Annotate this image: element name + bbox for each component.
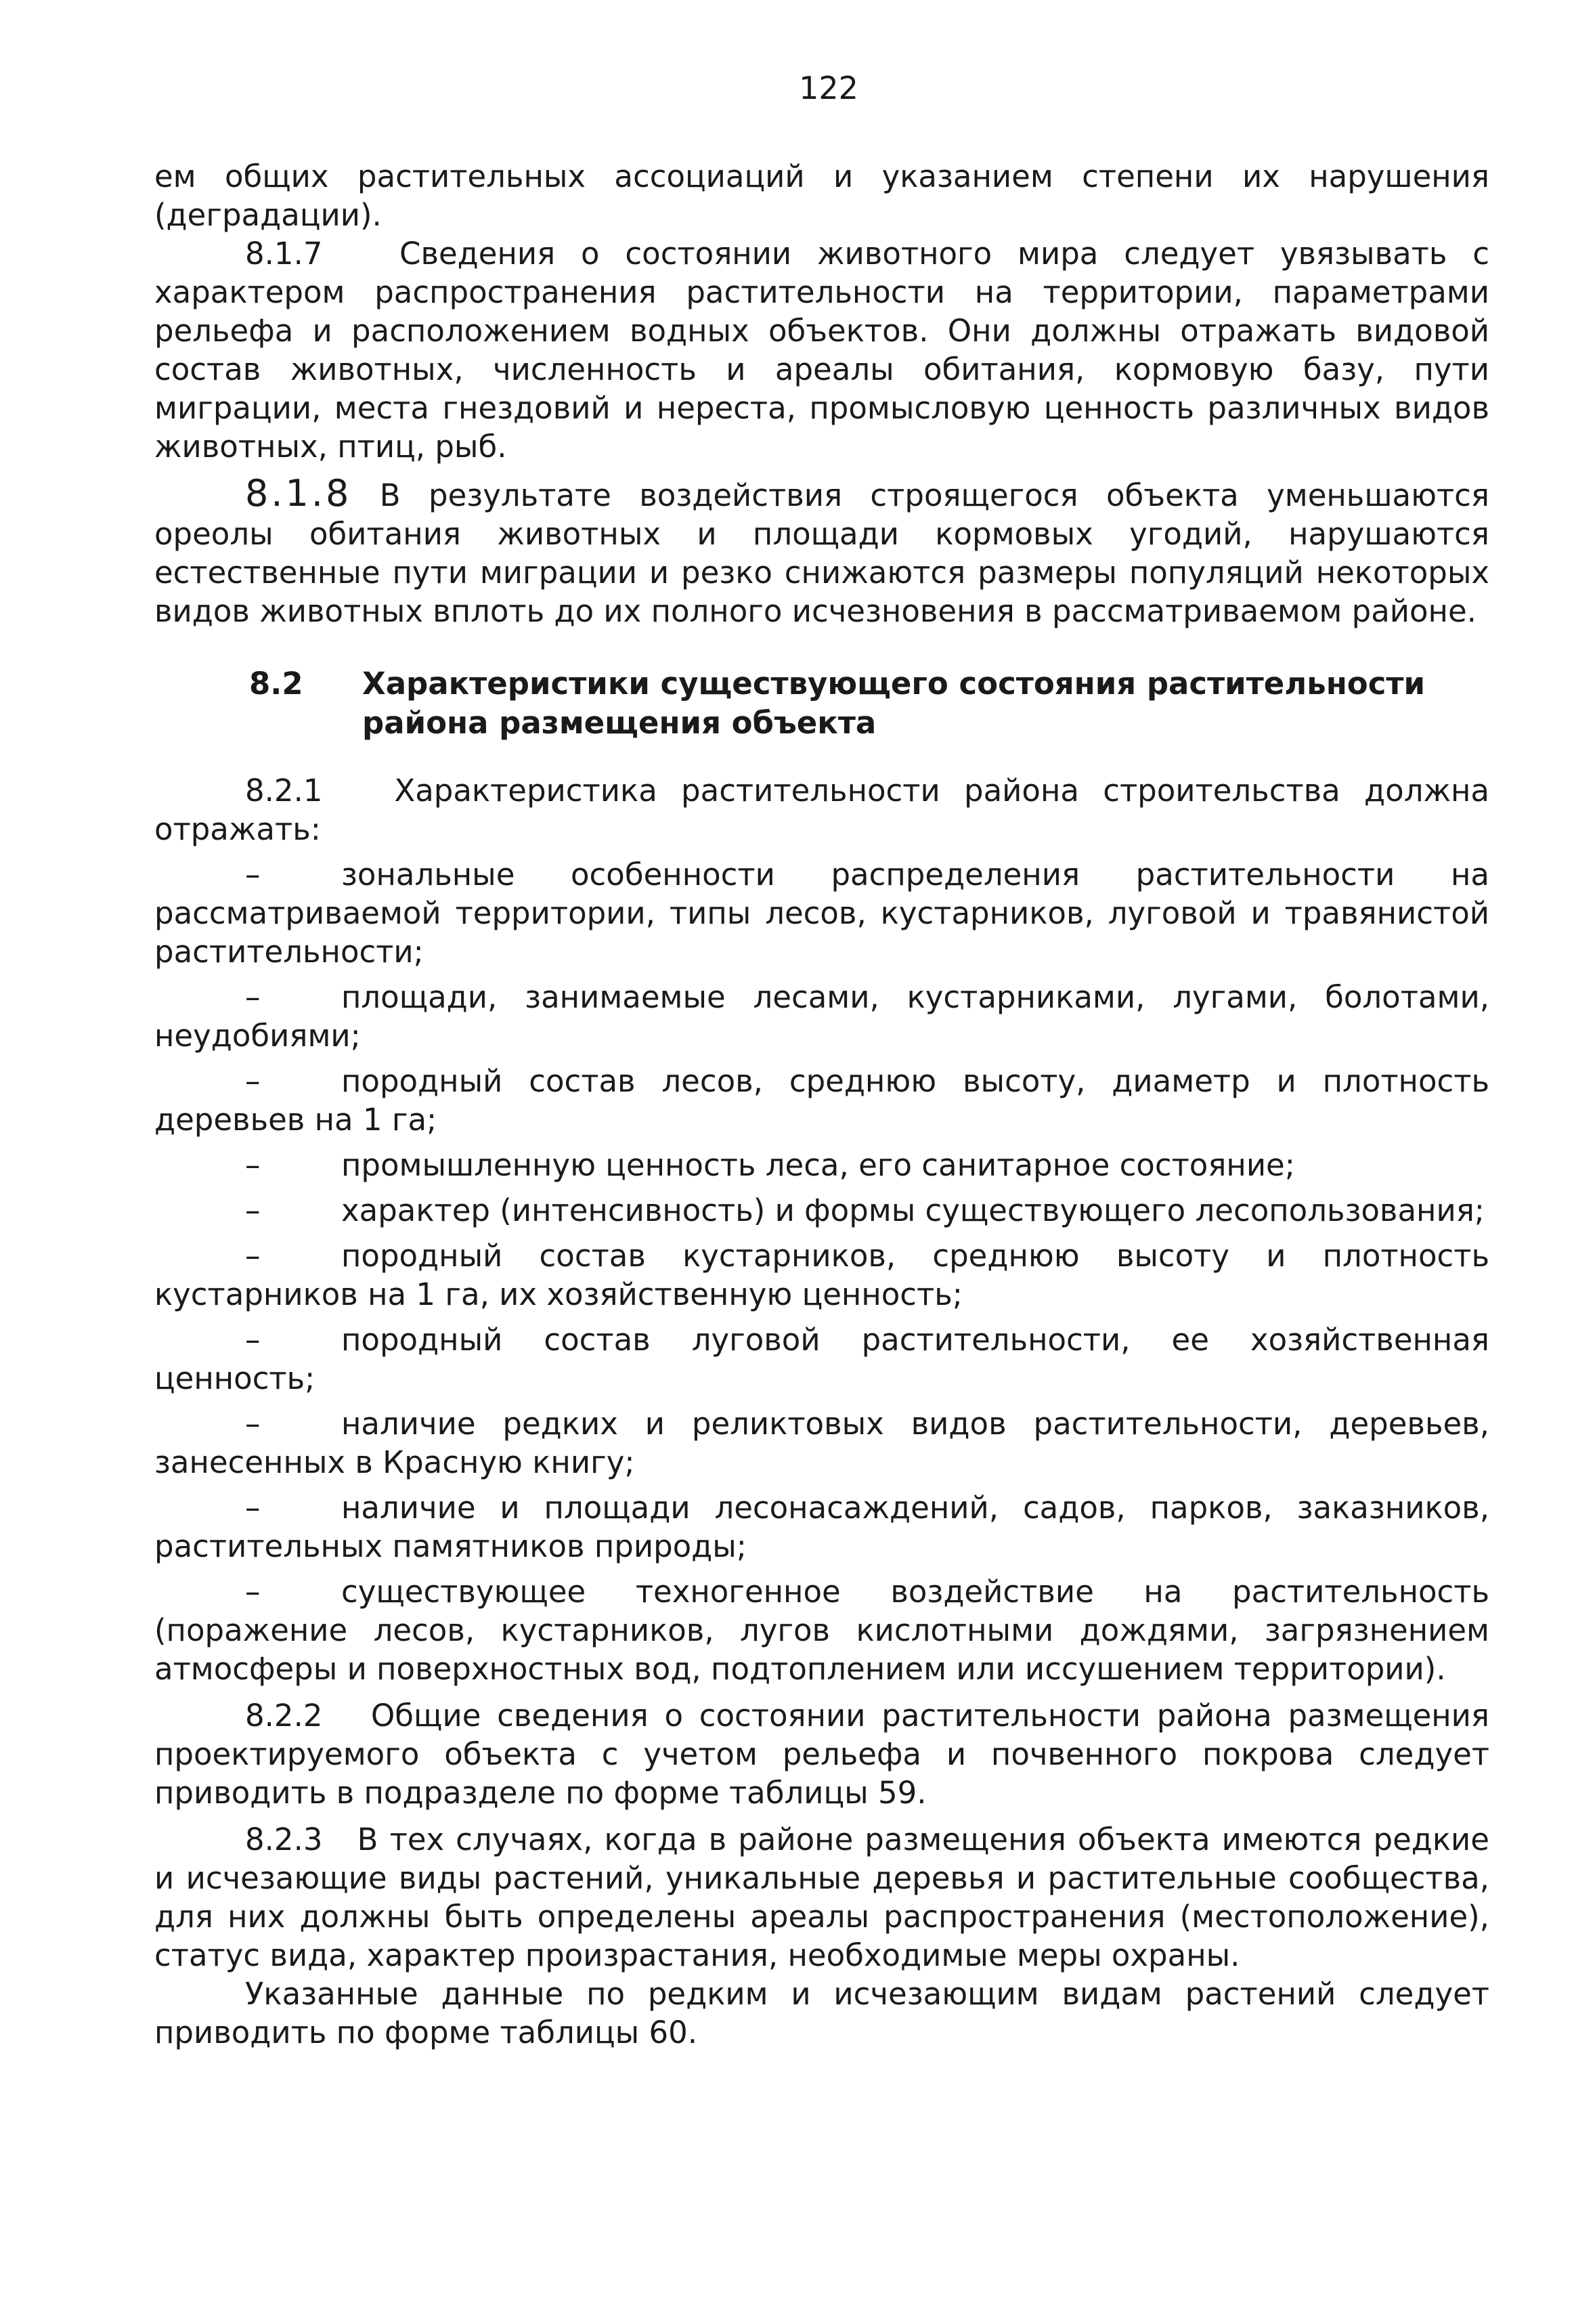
list-item: – наличие редких и реликтовых видов растительности, деревьев, занесенных в Красную книгу; xyxy=(154,1406,1489,1480)
list-item: – породный состав лесов, среднюю высоту, диаметр и плотность деревьев на 1 га; xyxy=(154,1063,1489,1138)
dash-marker: – xyxy=(245,1322,261,1358)
paragraph-continuation: ем общих растительных ассоциаций и указанием степени их нарушения (деградации). xyxy=(154,158,1489,233)
dash-marker: – xyxy=(245,1238,261,1274)
dash-marker: – xyxy=(245,1406,261,1442)
clause-number: 8.2.2 xyxy=(245,1698,323,1734)
list-item: – промышленную ценность леса, его санитарное состояние; xyxy=(245,1147,1295,1183)
dash-marker: – xyxy=(245,1490,261,1526)
list-item: – существующее техногенное воздействие на растительность (поражение лесов, кустарников, лугов кислотными дождями, загрязнением атмосферы и поверхностных вод, подтоплением или иссушением территории). xyxy=(154,1574,1489,1687)
section-heading xyxy=(154,664,1489,743)
document-body xyxy=(154,157,1489,2052)
paragraph-closing: Указанные данные по редким и исчезающим видам растений следует приводить по форме таблицы 60. xyxy=(154,1976,1489,2050)
paragraph-8-1-7 xyxy=(154,234,1489,466)
page-number: 122 xyxy=(799,70,858,106)
list-item: – площади, занимаемые лесами, кустарниками, лугами, болотами, неудобиями; xyxy=(154,979,1489,1054)
section-number: 8.2 xyxy=(249,666,303,702)
clause-number: 8.2.3 xyxy=(245,1822,323,1857)
list-item: – наличие и площади лесонасаждений, садов, парков, заказников, растительных памятников природы; xyxy=(154,1490,1489,1564)
list-item: – породный состав кустарников, среднюю высоту и плотность кустарников на 1 га, их хозяйственную ценность; xyxy=(154,1238,1489,1312)
section-title: Характеристики существующего состояния растительности района размещения объекта xyxy=(362,666,1426,741)
dash-marker: – xyxy=(245,857,261,892)
dash-marker: – xyxy=(245,1192,261,1228)
paragraph-text: Характеристика растительности района строительства должна отражать: xyxy=(154,773,1489,847)
paragraph-text: В результате воздействия строящегося объекта уменьшаются ореолы обитания животных и площади кормовых угодий, нарушаются естественные пути миграции и резко снижаются размеры популяций некоторых видов животных вплоть до их полного исчезновения в рассматриваемом районе. xyxy=(154,477,1489,629)
dash-marker: – xyxy=(245,1574,261,1610)
dash-marker: – xyxy=(245,1147,261,1183)
paragraph-text: Сведения о состоянии животного мира следует увязывать с характером распространения растительности на территории, параметрами рельефа и расположением водных объектов. Они должны отражать видовой состав животных, численность и ареалы обитания, кормовую базу, пути миграции, места гнездовий и нереста, промысловую ценность различных видов животных, птиц, рыб. xyxy=(154,236,1489,465)
list-item: – породный состав луговой растительности, ее хозяйственная ценность; xyxy=(154,1322,1489,1396)
list-item: – характер (интенсивность) и формы существующего лесопользования; xyxy=(245,1192,1485,1228)
paragraph-8-2-1 xyxy=(154,771,1489,848)
clause-number: 8.1.8 xyxy=(245,472,352,515)
paragraph-8-1-8 xyxy=(154,474,1489,630)
list-item: – зональные особенности распределения растительности на рассматриваемой территории, типы лесов, кустарников, луговой и травянистой растительности; xyxy=(154,857,1489,970)
paragraph-8-2-3 xyxy=(154,1820,1489,1975)
clause-number: 8.2.1 xyxy=(245,773,323,809)
dash-marker: – xyxy=(245,979,261,1015)
document-page xyxy=(154,68,1489,2052)
paragraph-8-2-2 xyxy=(154,1696,1489,1812)
clause-number: 8.1.7 xyxy=(245,236,323,272)
paragraph-text: Общие сведения о состоянии растительности района размещения проектируемого объекта с учетом рельефа и почвенного покрова следует приводить в подразделе по форме таблицы 59. xyxy=(154,1698,1489,1811)
dash-marker: – xyxy=(245,1063,261,1099)
paragraph-text: В тех случаях, когда в районе размещения объекта имеются редкие и исчезающие виды растений, уникальные деревья и растительные сообщества, для них должны быть определены ареалы распространения (местоположение), статус вида, характер произрастания, необходимые меры охраны. xyxy=(154,1822,1489,1973)
